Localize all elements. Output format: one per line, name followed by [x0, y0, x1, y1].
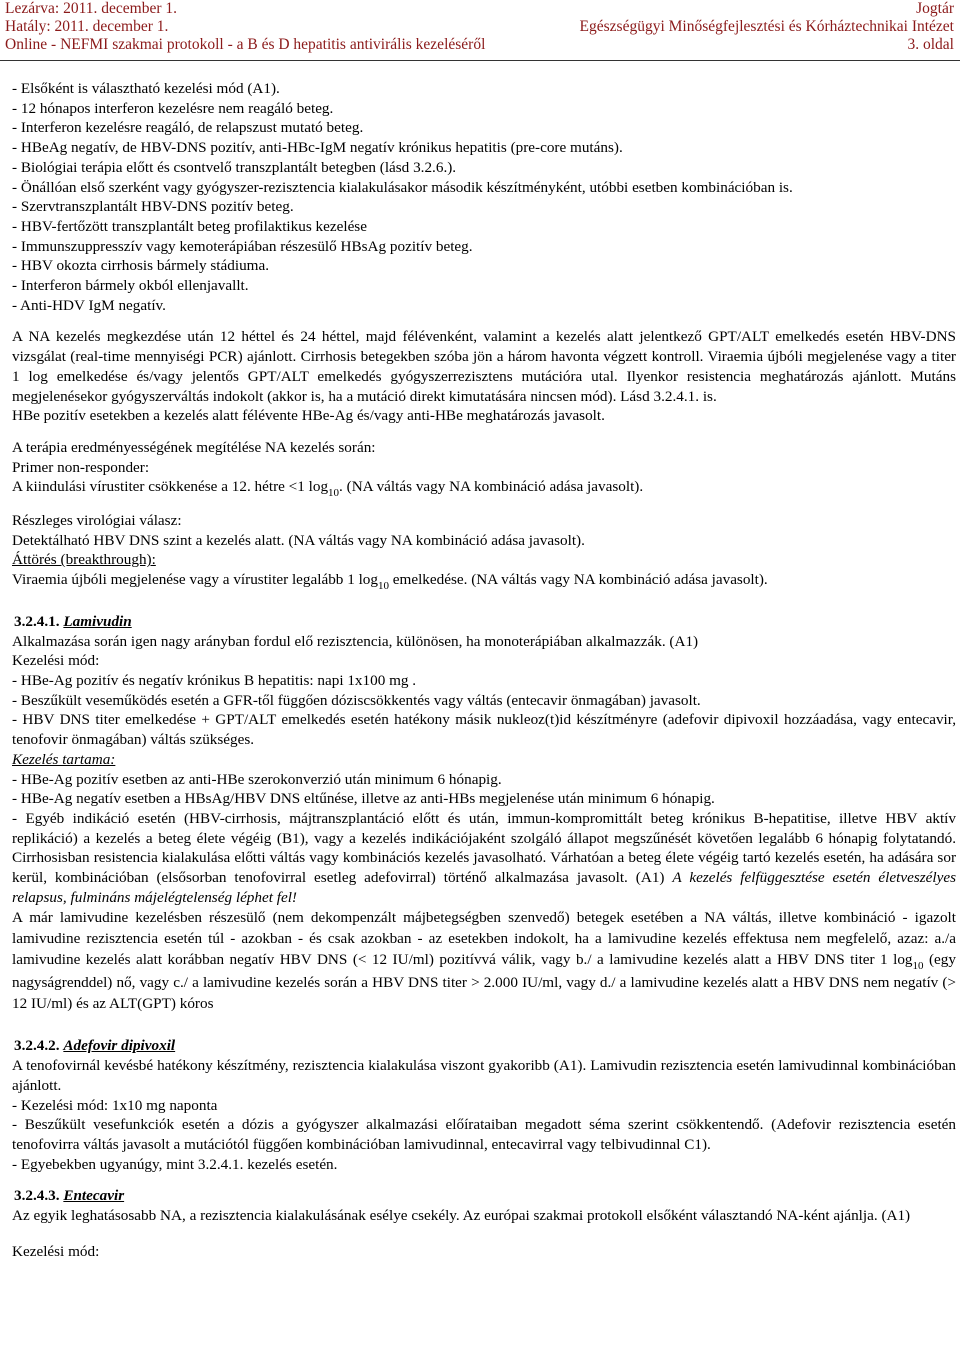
- header-closed-date: Lezárva: 2011. december 1.: [5, 0, 177, 17]
- list-item: - HBeAg negatív, de HBV-DNS pozitív, anti-HBc-IgM negatív krónikus hepatitis (pre-core mutáns).: [12, 139, 623, 157]
- entecavir-intro: Az egyik leghatásosabb NA, a rezisztencia kialakulásának esélye csekély. Az európai szakmai protokoll elsőként választandó NA-ként ajánlja. (A1): [12, 1207, 911, 1225]
- list-item: - Szervtranszplantált HBV-DNS pozitív beteg.: [12, 198, 294, 216]
- subscript: 10: [912, 960, 924, 973]
- text-part: emelkedése. (NA váltás vagy NA kombináció adása javasolt).: [389, 571, 768, 589]
- header-publisher: Jogtár: [916, 0, 954, 17]
- hbe-monitoring-paragraph: HBe pozitív esetekben a kezelés alatt félévente HBe-Ag és/vagy anti-HBe meghatározás javasolt.: [12, 407, 605, 425]
- breakthrough-text: [12, 570, 956, 592]
- list-item: - HBV okozta cirrhosis bármely stádiuma.: [12, 257, 270, 275]
- monitoring-paragraph: A NA kezelés megkezdése után 12 héttel és 24 héttel, majd félévenként, valamint a kezelés alatt jelentkező GPT/ALT emelkedés esetén HBV-DNS vizsgálat (real-time mennyiségi PCR) ajánlott. Cirrhosis betegekben szóba jön a három havonta végzett kontroll. Viraemia újbóli megjelenése vagy a titer 1 log emelkedése és/vagy jelentős GPT/ALT emelkedés gyógyszerrezisztens mutációra utal. Ilyenkor resistencia meghatározás ajánlott. Mutáns megjelenésekor gyógyszerváltás indokolt (akkor is, ha a mutáció direkt kimutatására nincsen mód). Lásd 3.2.4.1. is.: [12, 328, 956, 405]
- list-item: - HBV-fertőzött transzplantált beteg profilaktikus kezelése: [12, 217, 367, 235]
- text-part: Viraemia újbóli megjelenése vagy a vírustiter legalább 1 log: [12, 571, 378, 589]
- breakthrough-label: Áttörés (breakthrough):: [12, 551, 156, 569]
- indication-list: [12, 79, 956, 315]
- list-item: - Kezelési mód: 1x10 mg naponta: [12, 1096, 218, 1114]
- header-document-title: Online - NEFMI szakmai protokoll - a B és D hepatitis antivirális kezeléséről: [5, 36, 486, 53]
- adefovir-intro: A tenofovirnál kevésbé hatékony készítmény, rezisztencia kialakulása viszont gyakoribb (A1). Lamivudin rezisztencia esetén lamivudinnal kombinációban ajánlott.: [12, 1057, 956, 1094]
- section-number: 3.2.4.2.: [14, 1037, 60, 1055]
- list-item: - Önállóan első szerként vagy gyógyszer-rezisztencia kialakulásakor második készítményként, utóbbi esetben kombinációban is.: [12, 178, 793, 196]
- list-item: - HBe-Ag pozitív és negatív krónikus B hepatitis: napi 1x100 mg .: [12, 671, 417, 689]
- list-item: - Beszűkült vesefunkciók esetén a dózis a gyógyszer alkalmazási előírataiban megadott séma szerint csökkentendő. (Adefovir rezisztencia esetén tenofovirra váltás javasolt a mutációtól függően kombinációban lamivudinnal, entecavirral vagy telbivudinnal C1).: [12, 1116, 956, 1153]
- lamivudin-duration-label: Kezelés tartama:: [12, 750, 116, 768]
- header-institute: Egészségügyi Minőségfejlesztési és Kórháztechnikai Intézet: [579, 18, 954, 35]
- header-effective-date: Hatály: 2011. december 1.: [5, 18, 169, 35]
- partial-response-text: Detektálható HBV DNS szint a kezelés alatt. (NA váltás vagy NA kombináció adása javasolt).: [12, 531, 585, 549]
- list-item: - Interferon kezelésre reagáló, de relapszust mutató beteg.: [12, 119, 364, 137]
- list-item: - Interferon bármely okból ellenjavallt.: [12, 277, 249, 295]
- section-heading-entecavir: [12, 1186, 956, 1206]
- warning-text: A kezelés felfüggesztése esetén életveszélyes relapsus, fulmináns májelégtelenség léphet fel!: [12, 869, 957, 906]
- lamivudin-other-indication: [12, 809, 956, 908]
- list-item: - HBe-Ag negatív esetben a HBsAg/HBV DNS eltűnése, illetve az anti-HBs megjelenése után minimum 6 hónapig.: [12, 790, 715, 808]
- text-part: (egy nagyságrenddel) nő, vagy c./ a lamivudine kezelés során a HBV DNS titer > 2.000 IU/ml, vagy d./ a lamivudine kezelés alatt a HBV DNS nem negatív (> 12 IU/ml) és az ALT(GPT) kóros: [12, 951, 956, 1013]
- subscript: 10: [328, 487, 340, 500]
- partial-response-label: Részleges virológiai válasz:: [12, 512, 182, 530]
- lamivudin-intro: Alkalmazása során igen nagy arányban fordul elő rezisztencia, különösen, ha monoterápiában alkalmazzák. (A1): [12, 632, 699, 650]
- header-divider: [0, 60, 960, 61]
- list-item: - Immunszuppresszív vagy kemoterápiában részesülő HBsAg pozitív beteg.: [12, 237, 473, 255]
- subscript: 10: [378, 580, 389, 593]
- list-item: - Beszűkült veseműködés esetén a GFR-től függően dóziscsökkentés vagy váltás (entecavir önmagában) javasolt.: [12, 691, 701, 709]
- section-title: Adefovir dipivoxil: [63, 1037, 176, 1055]
- list-item: - Elsőként is választható kezelési mód (A1).: [12, 80, 280, 97]
- section-heading-adefovir: [12, 1036, 956, 1056]
- list-item: - 12 hónapos interferon kezelésre nem reagáló beteg.: [12, 99, 334, 117]
- primary-nonresponder-text: [12, 477, 956, 499]
- section-title: Entecavir: [63, 1187, 125, 1205]
- page-header: [0, 0, 960, 58]
- text-part: . (NA váltás vagy NA kombináció adása javasolt).: [339, 478, 644, 496]
- section-number: 3.2.4.3.: [14, 1187, 60, 1205]
- evaluation-title: A terápia eredményességének megítélése NA kezelés során:: [12, 438, 376, 456]
- list-item: - HBV DNS titer emelkedése + GPT/ALT emelkedés esetén hatékony másik nukleoz(t)id készítményre (adefovir dipivoxil hozzáadása, vagy entecavir, tenofovir önmagában) váltás szükséges.: [12, 711, 956, 749]
- header-page-number: 3. oldal: [907, 36, 954, 53]
- section-heading-lamivudin: [12, 612, 956, 632]
- list-item: - Biológiai terápia előtt és csontvelő transzplantált betegben (lásd 3.2.6.).: [12, 158, 457, 176]
- lamivudin-mode-label: Kezelési mód:: [12, 652, 100, 670]
- list-item: - Anti-HDV IgM negatív.: [12, 296, 166, 314]
- section-number: 3.2.4.1.: [14, 612, 60, 630]
- list-item: - HBe-Ag pozitív esetben az anti-HBe szerokonverzió után minimum 6 hónapig.: [12, 770, 502, 788]
- text-part: A már lamivudine kezelésben részesülő (nem dekompenzált májbetegségben szenvedő) betegek esetében a NA váltás, illetve kombináció - igazolt lamivudine rezisztencia esetén túl - azokban - és csak azokban - az esetekben indokolt, ha a lamivudine kezelés effektusa nem megfelelő, azaz: a./a lamivudine kezelés alatt korábban negatív HBV DNS (< 12 IU/ml) pozitívvá válik, vagy b./ a lamivudine kezelés alatt a HBV DNS titer 1 log: [12, 909, 956, 969]
- text-part: A kiindulási vírustiter csökkenése a 12. hétre <1 log: [12, 478, 329, 496]
- list-item: - Egyebekben ugyanúgy, mint 3.2.4.1. kezelés esetén.: [12, 1155, 338, 1173]
- primary-nonresponder-label: Primer non-responder:: [12, 458, 150, 476]
- lamivudin-switch-paragraph: [12, 907, 956, 1014]
- document-body: [12, 79, 956, 1261]
- text-part: - Egyéb indikáció esetén (HBV-cirrhosis, májtranszplantáció előtt és után, immun-kompromittált beteg krónikus B-hepatitise, illetve HBV aktív replikáció) a kezelés a beteg élete végéig (B1), vagy a kezelés indikációjaként szolgáló állapot megszűnését követően legalább 6 hónapig folytatandó. Cirrhosisban resistencia kialakulása előtti váltás vagy kombinációs kezelés javasolható. Várhatóan a beteg élete végéig tartó kezelés esetén, ha adására sor kerül, kombinációban (elsősorban tenofovirral esetleg adefovirral) történő alkalmazása javasolt. (A1): [12, 809, 956, 887]
- section-title: Lamivudin: [63, 612, 132, 630]
- entecavir-mode-label: Kezelési mód:: [12, 1242, 100, 1260]
